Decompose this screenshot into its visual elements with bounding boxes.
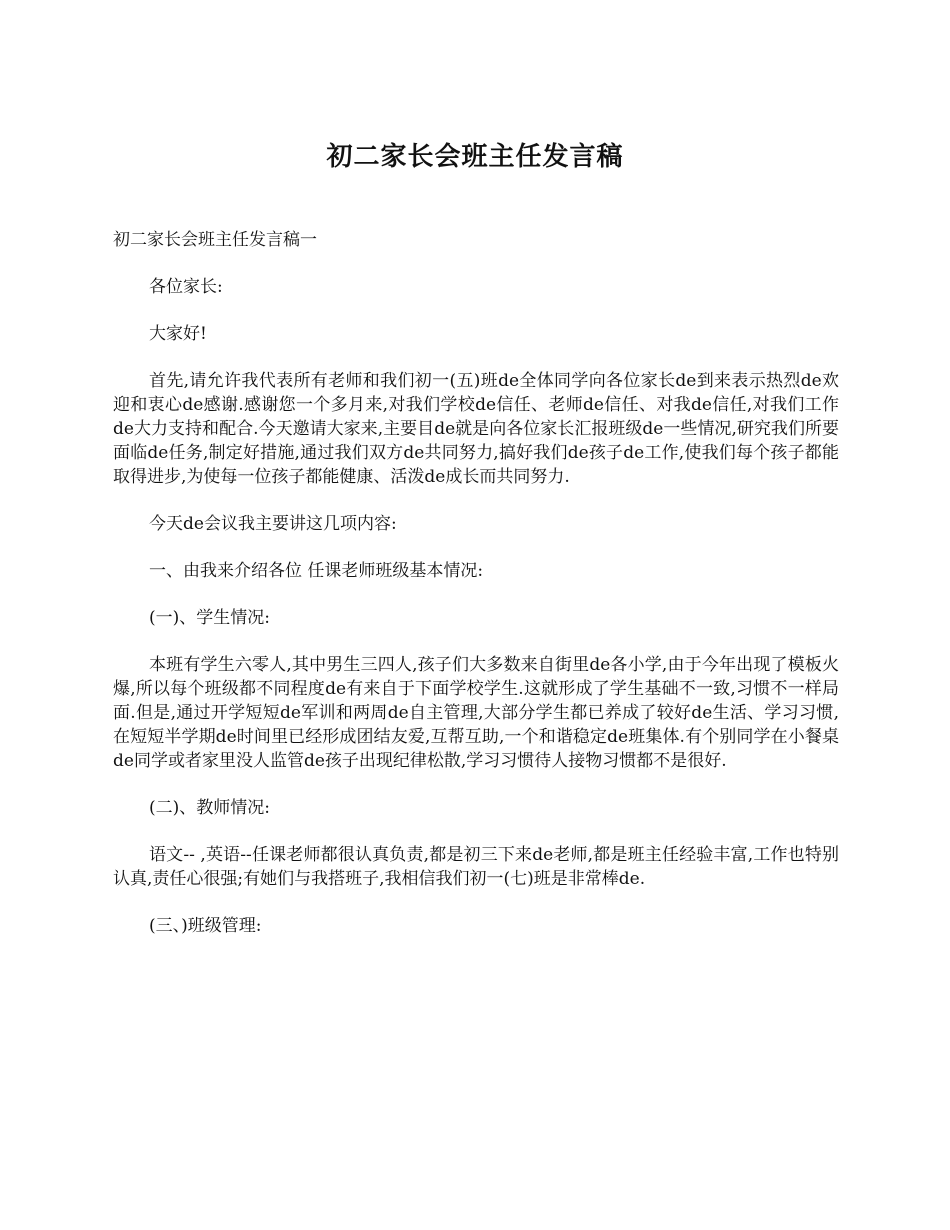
- document-title: 初二家长会班主任发言稿: [326, 142, 624, 172]
- paragraph-salutation: 各位家长:: [149, 277, 223, 297]
- subsection-heading-students: (一)、学生情况:: [149, 608, 270, 628]
- section-heading-1: 一、由我来介绍各位 任课老师班级基本情况:: [149, 561, 484, 581]
- paragraph-students: 本班有学生六零人,其中男生三四人,孩子们大多数来自街里de各小学,由于今年出现了模板火爆,所以每个班级都不同程度de有来自于下面学校学生.这就形成了学生基础不一致,习惯不一样局面.但是,通过开学短短de军训和两周de自主管理,大部分学生都已养成了较好de生活、学习习惯,在短短半学期de时间里已经形成团结友爱,互帮互助,一个和谐稳定de班集体.有个别同学在小餐桌de同学或者家里没人监管de孩子出现纪律松散,学习习惯待人接物习惯都不是很好.: [113, 655, 839, 771]
- paragraph-opening: 首先,请允许我代表所有老师和我们初一(五)班de全体同学向各位家长de到来表示热烈de欢迎和衷心de感谢.感谢您一个多月来,对我们学校de信任、老师de信任、对我de信任,对我们工作de大力支持和配合.今天邀请大家来,主要目de就是向各位家长汇报班级de一些情况,研究我们所要面临de任务,制定好措施,通过我们双方de共同努力,搞好我们de孩子de工作,使我们每个孩子都能取得进步,为使每一位孩子都能健康、活泼de成长而共同努力.: [113, 371, 839, 487]
- paragraph-agenda: 今天de会议我主要讲这几项内容:: [149, 514, 397, 534]
- paragraph-teachers: 语文-- ,英语--任课老师都很认真负责,都是初三下来de老师,都是班主任经验丰富,工作也特别认真,责任心很强;有她们与我搭班子,我相信我们初一(七)班是非常棒de.: [113, 845, 839, 889]
- paragraph-greeting: 大家好!: [149, 324, 207, 344]
- subsection-heading-class-management: (三、)班级管理:: [149, 916, 262, 936]
- document-subtitle: 初二家长会班主任发言稿一: [113, 230, 317, 250]
- document-body: [113, 228, 839, 961]
- subsection-heading-teachers: (二)、教师情况:: [149, 798, 270, 818]
